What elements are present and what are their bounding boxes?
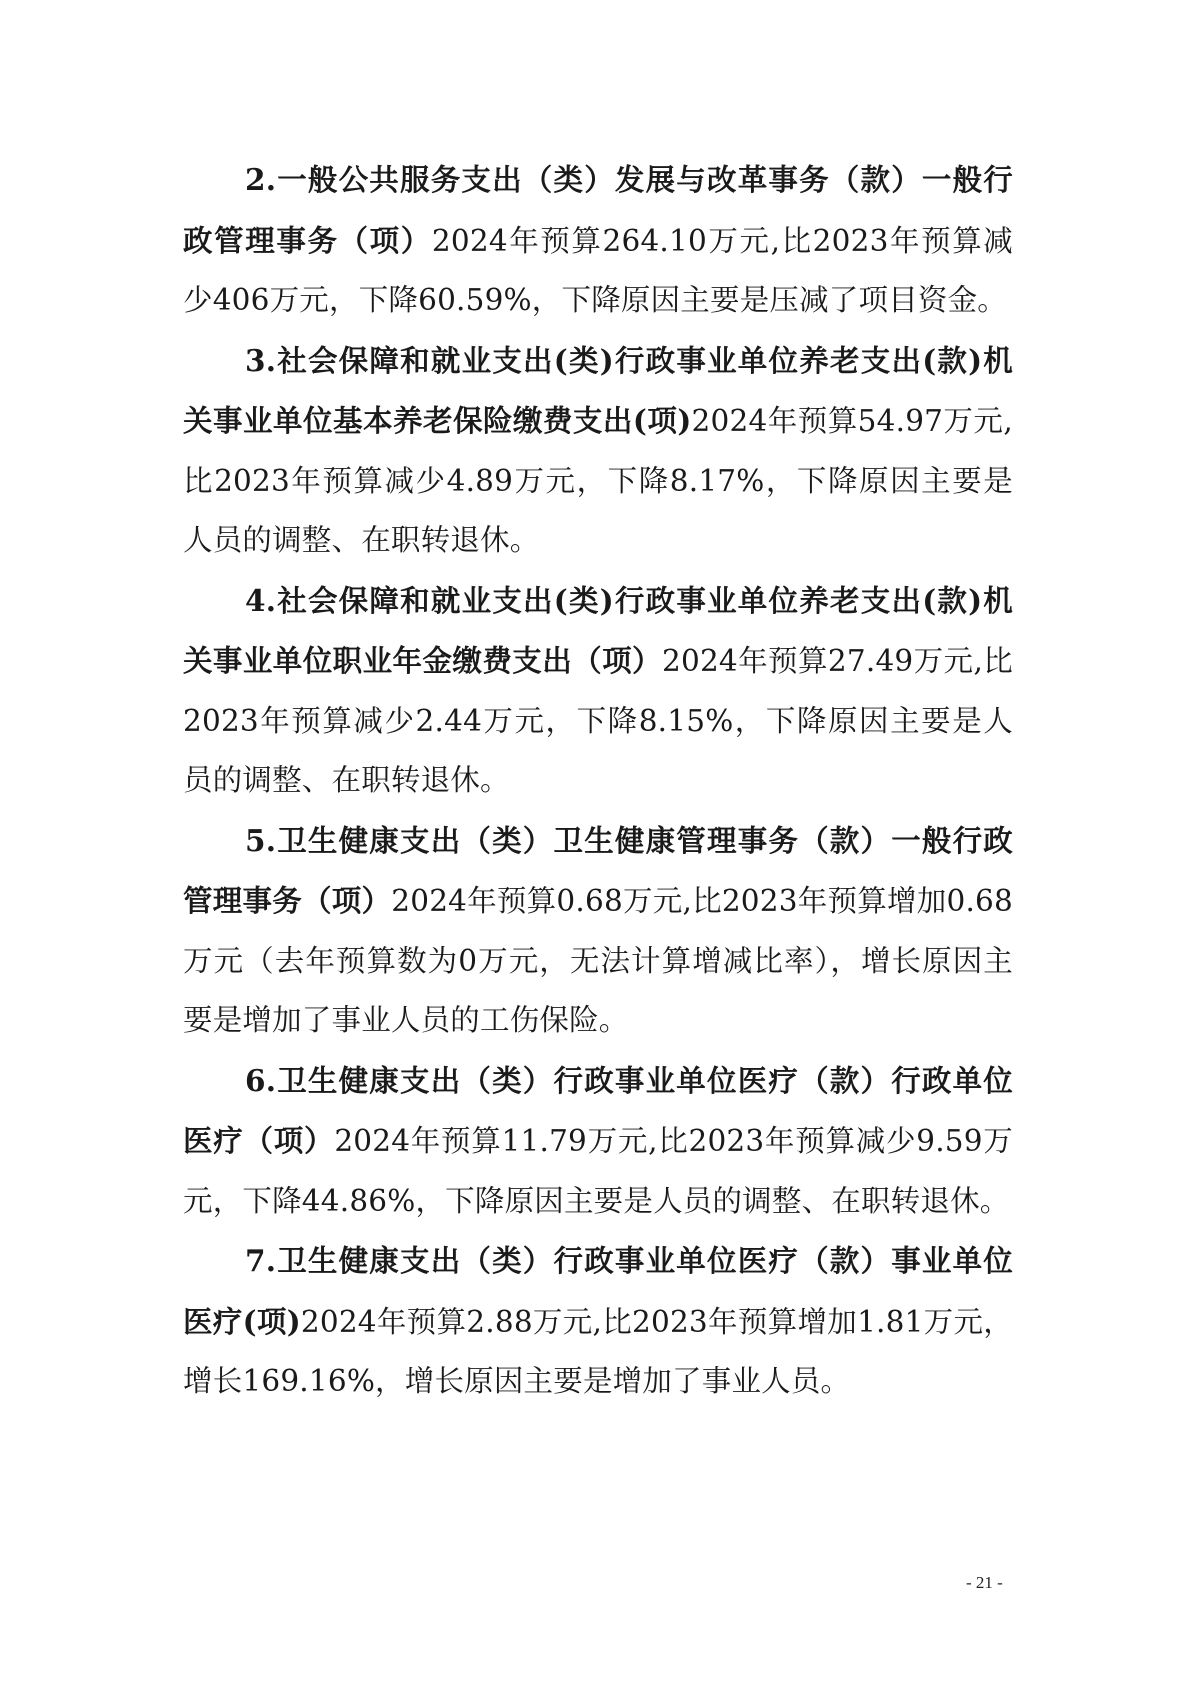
paragraph-item-4 <box>183 571 1013 811</box>
paragraph-text: 2024年预算264.10万元,比2023年预算减少406万元，下降60.59%，下降原因主要是压减了项目资金。 <box>183 223 1014 317</box>
paragraph-text: 2024年预算27.49万元,比2023年预算减少2.44万元，下降8.15%，下降原因主要是人员的调整、在职转退休。 <box>183 644 1014 797</box>
paragraph-item-2 <box>183 150 1013 331</box>
paragraph-text: 2024年预算0.68万元,比2023年预算增加0.68万元（去年预算数为0万元，无法计算增减比率），增长原因主要是增加了事业人员的工伤保险。 <box>183 884 1013 1037</box>
paragraph-text: 2024年预算2.88万元,比2023年预算增加1.81万元，增长169.16%，增长原因主要是增加了事业人员。 <box>183 1304 1013 1398</box>
paragraph-heading: 7.卫生健康支出（类）行政事业单位医疗（款）事业单位医疗(项) <box>183 1243 1013 1339</box>
paragraph-text: 2024年预算54.97万元,比2023年预算减少4.89万元，下降8.17%，下降原因主要是人员的调整、在职转退休。 <box>183 404 1013 557</box>
paragraph-item-7 <box>183 1231 1013 1412</box>
page-number: - 21 - <box>966 1573 1003 1592</box>
paragraph-heading: 5.卫生健康支出（类）卫生健康管理事务（款）一般行政管理事务（项） <box>183 822 1013 918</box>
paragraph-item-3 <box>183 331 1013 571</box>
paragraph-item-6 <box>183 1051 1013 1232</box>
paragraph-heading: 2.一般公共服务支出（类）发展与改革事务（款）一般行政管理事务（项） <box>183 162 1013 258</box>
document-body <box>183 150 1013 1412</box>
paragraph-text: 2024年预算11.79万元,比2023年预算减少9.59万元，下降44.86%，下降原因主要是人员的调整、在职转退休。 <box>183 1124 1013 1218</box>
paragraph-heading: 4.社会保障和就业支出(类)行政事业单位养老支出(款)机关事业单位职业年金缴费支出（项） <box>183 582 1013 678</box>
paragraph-item-5 <box>183 811 1013 1051</box>
paragraph-heading: 3.社会保障和就业支出(类)行政事业单位养老支出(款)机关事业单位基本养老保险缴费支出(项) <box>183 342 1013 438</box>
paragraph-heading: 6.卫生健康支出（类）行政事业单位医疗（款）行政单位医疗（项） <box>183 1062 1013 1158</box>
